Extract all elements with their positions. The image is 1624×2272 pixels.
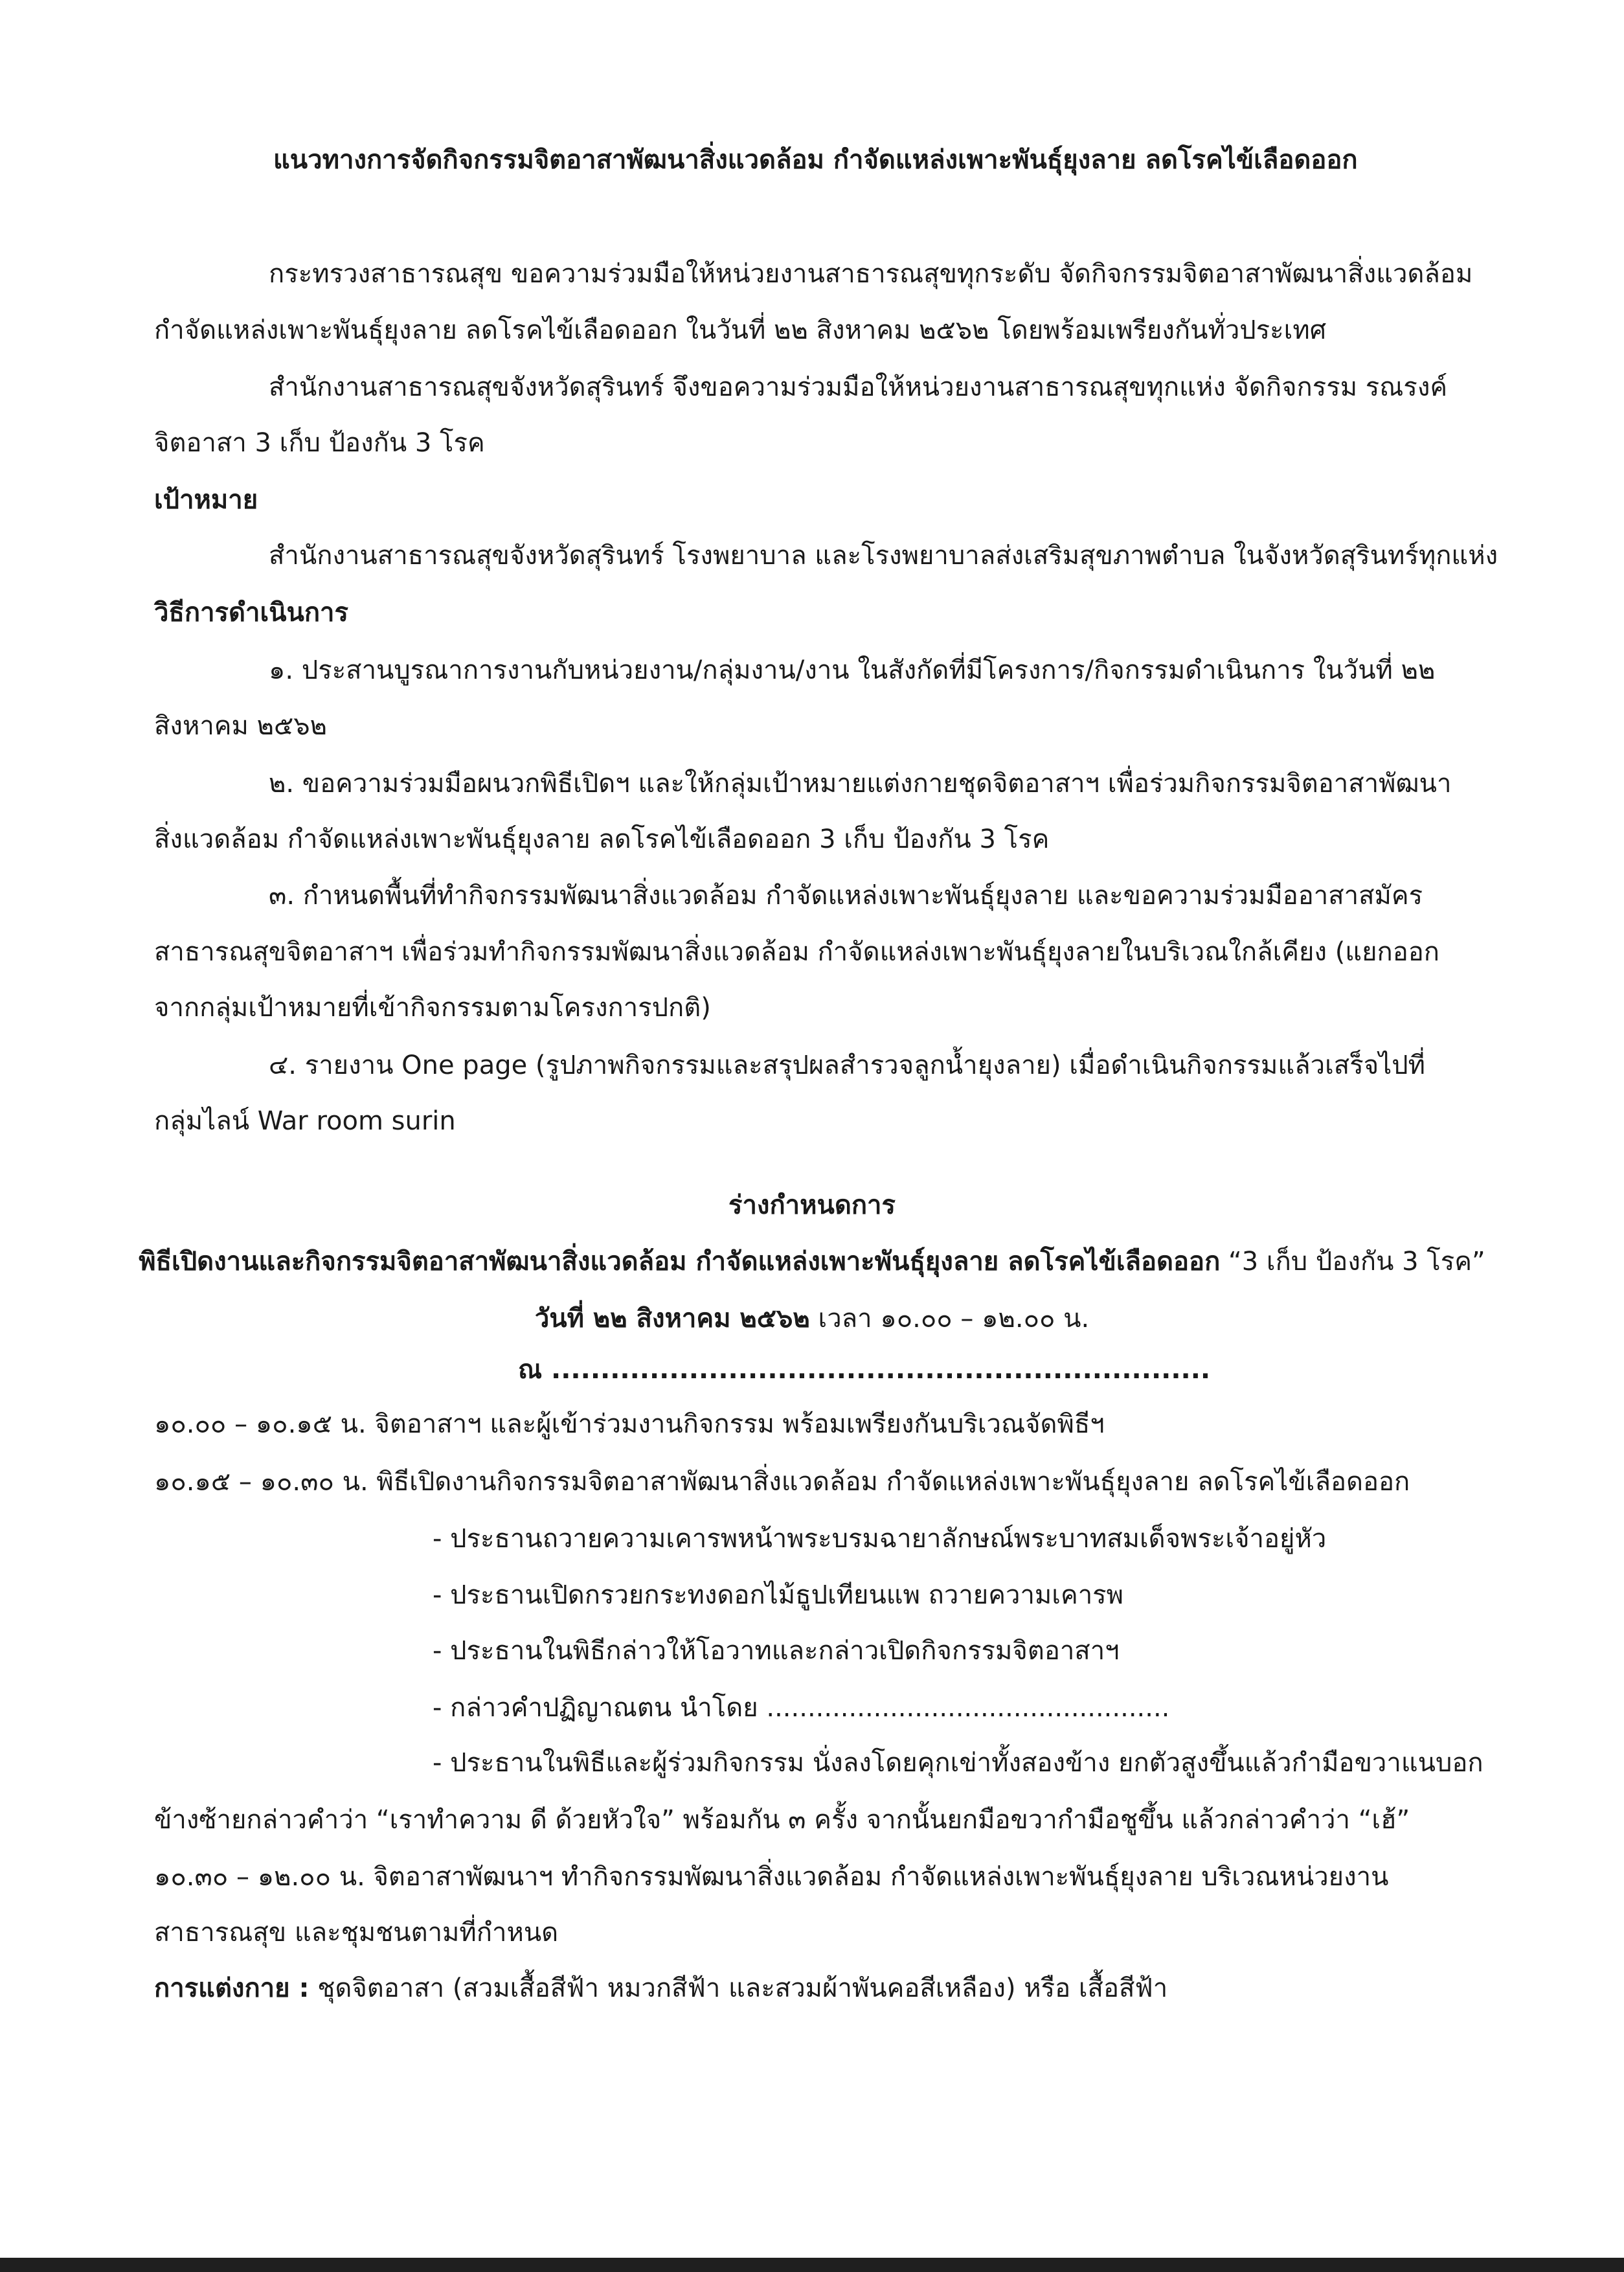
method-item-4-line-1: ๔. รายงาน One page (รูปภาพกิจกรรมและสรุปผลสำรวจลูกน้ำยุงลาย) เมื่อดำเนินกิจกรรมแล้วเสร็จไปที่ (269, 1051, 1426, 1080)
intro-paragraph-1-line-1: กระทรวงสาธารณสุข ขอความร่วมมือให้หน่วยงานสาธารณสุขทุกระดับ จัดกิจกรรมจิตอาสาพัฒนาสิ่งแวดล้อม (269, 259, 1473, 289)
method-item-1-line-2: สิงหาคม ๒๕๖๒ (154, 711, 328, 741)
schedule-slot-1: ๑๐.๐๐ – ๑๐.๑๕ น. จิตอาสาฯ และผู้เข้าร่วมงานกิจกรรม พร้อมเพรียงกันบริเวณจัดพิธีฯ (154, 1409, 1105, 1439)
target-text: สำนักงานสาธารณสุขจังหวัดสุรินทร์ โรงพยาบาล และโรงพยาบาลส่งเสริมสุขภาพตำบล ในจังหวัดสุรินทร์ทุกแห่ง (269, 541, 1498, 571)
method-item-2-line-2: สิ่งแวดล้อม กำจัดแหล่งเพาะพันธุ์ยุงลาย ลดโรคไข้เลือดออก 3 เก็บ ป้องกัน 3 โรค (154, 824, 1050, 854)
dress-code (154, 1970, 1167, 2006)
schedule-slot-2-step-2: - ประธานเปิดกรวยกระทงดอกไม้ธูปเทียนแพ ถวายความเคารพ (433, 1580, 1124, 1610)
dress-code-label: การแต่งกาย : (154, 1973, 310, 2003)
schedule-slot-2: ๑๐.๑๕ – ๑๐.๓๐ น. พิธีเปิดงานกิจกรรมจิตอาสาพัฒนาสิ่งแวดล้อม กำจัดแหล่งเพาะพันธุ์ยุงลาย ลดโรคไข้เลือดออก (154, 1467, 1410, 1497)
document-title: แนวทางการจัดกิจกรรมจิตอาสาพัฒนาสิ่งแวดล้อม กำจัดแหล่งเพาะพันธุ์ยุงลาย ลดโรคไข้เลือดออก (273, 145, 1358, 175)
method-heading: วิธีการดำเนินการ (154, 598, 348, 628)
target-heading: เป้าหมาย (154, 485, 258, 515)
agenda-heading: ร่างกำหนดการ (728, 1190, 896, 1220)
method-item-3-line-3: จากกลุ่มเป้าหมายที่เข้ากิจกรรมตามโครงการปกติ) (154, 993, 711, 1023)
method-item-3-line-1: ๓. กำหนดพื้นที่ทำกิจกรรมพัฒนาสิ่งแวดล้อม กำจัดแหล่งเพาะพันธุ์ยุงลาย และขอความร่วมมืออาสาสมัคร (269, 881, 1423, 911)
agenda-date-time (0, 1301, 1624, 1337)
scan-border (0, 2258, 1624, 2272)
agenda-event-title (0, 1244, 1624, 1280)
method-item-2-line-1: ๒. ขอความร่วมมือผนวกพิธีเปิดฯ และให้กลุ่มเป้าหมายแต่งกายชุดจิตอาสาฯ เพื่อร่วมกิจกรรมจิตอาสาพัฒนา (269, 769, 1452, 799)
agenda-time: เวลา ๑๐.๐๐ – ๑๒.๐๐ น. (818, 1304, 1090, 1334)
schedule-slot-2-step-1: - ประธานถวายความเคารพหน้าพระบรมฉายาลักษณ์พระบาทสมเด็จพระเจ้าอยู่หัว (433, 1524, 1327, 1554)
intro-paragraph-1-line-2: กำจัดแหล่งเพาะพันธุ์ยุงลาย ลดโรคไข้เลือดออก ในวันที่ ๒๒ สิงหาคม ๒๕๖๒ โดยพร้อมเพรียงกันทั่วประเทศ (154, 315, 1327, 345)
method-item-4-line-2: กลุ่มไลน์ War room surin (154, 1106, 456, 1136)
schedule-slot-2-step-5-line-1: - ประธานในพิธีและผู้ร่วมกิจกรรม นั่งลงโดยคุกเข่าทั้งสองข้าง ยกตัวสูงขึ้นแล้วกำมือขวาแนบอก (433, 1748, 1483, 1778)
method-item-3-line-2: สาธารณสุขจิตอาสาฯ เพื่อร่วมทำกิจกรรมพัฒนาสิ่งแวดล้อม กำจัดแหล่งเพาะพันธุ์ยุงลายในบริเวณใกล้เคียง (แยกออก (154, 937, 1439, 967)
method-item-1-line-1: ๑. ประสานบูรณาการงานกับหน่วยงาน/กลุ่มงาน/งาน ในสังกัดที่มีโครงการ/กิจกรรมดำเนินการ ในวันที่ ๒๒ (269, 655, 1436, 685)
schedule-slot-2-step-4: - กล่าวคำปฏิญาณตน นำโดย ................................................. (433, 1693, 1170, 1723)
schedule-slot-3-line-1: ๑๐.๓๐ – ๑๒.๐๐ น. จิตอาสาพัฒนาฯ ทำกิจกรรมพัฒนาสิ่งแวดล้อม กำจัดแหล่งเพาะพันธุ์ยุงลาย บริเวณหน่วยงาน (154, 1862, 1389, 1892)
schedule-slot-2-step-3: - ประธานในพิธีกล่าวให้โอวาทและกล่าวเปิดกิจกรรมจิตอาสาฯ (433, 1636, 1120, 1666)
intro-paragraph-2-line-2: จิตอาสา 3 เก็บ ป้องกัน 3 โรค (154, 428, 485, 458)
schedule-slot-2-step-5-line-2: ข้างซ้ายกล่าวคำว่า “เราทำความ ดี ด้วยหัวใจ” พร้อมกัน ๓ ครั้ง จากนั้นยกมือขวากำมือชูขึ้น แล้วกล่าวคำว่า “เฮ้” (154, 1805, 1410, 1835)
intro-paragraph-2-line-1: สำนักงานสาธารณสุขจังหวัดสุรินทร์ จึงขอความร่วมมือให้หน่วยงานสาธารณสุขทุกแห่ง จัดกิจกรรม รณรงค์ (269, 372, 1448, 402)
agenda-date: วันที่ ๒๒ สิงหาคม ๒๕๖๒ (534, 1304, 810, 1334)
schedule-slot-3-line-2: สาธารณสุข และชุมชนตามที่กำหนด (154, 1918, 559, 1948)
dress-code-text: ชุดจิตอาสา (สวมเสื้อสีฟ้า หมวกสีฟ้า และสวมผ้าพันคอสีเหลือง) หรือ เสื้อสีฟ้า (317, 1973, 1168, 2003)
agenda-event-name: พิธีเปิดงานและกิจกรรมจิตอาสาพัฒนาสิ่งแวดล้อม กำจัดแหล่งเพาะพันธุ์ยุงลาย ลดโรคไข้เลือดออก (139, 1247, 1221, 1277)
agenda-event-slogan: “3 เก็บ ป้องกัน 3 โรค” (1228, 1247, 1485, 1277)
agenda-venue: ณ ................................................................... (518, 1355, 1211, 1385)
